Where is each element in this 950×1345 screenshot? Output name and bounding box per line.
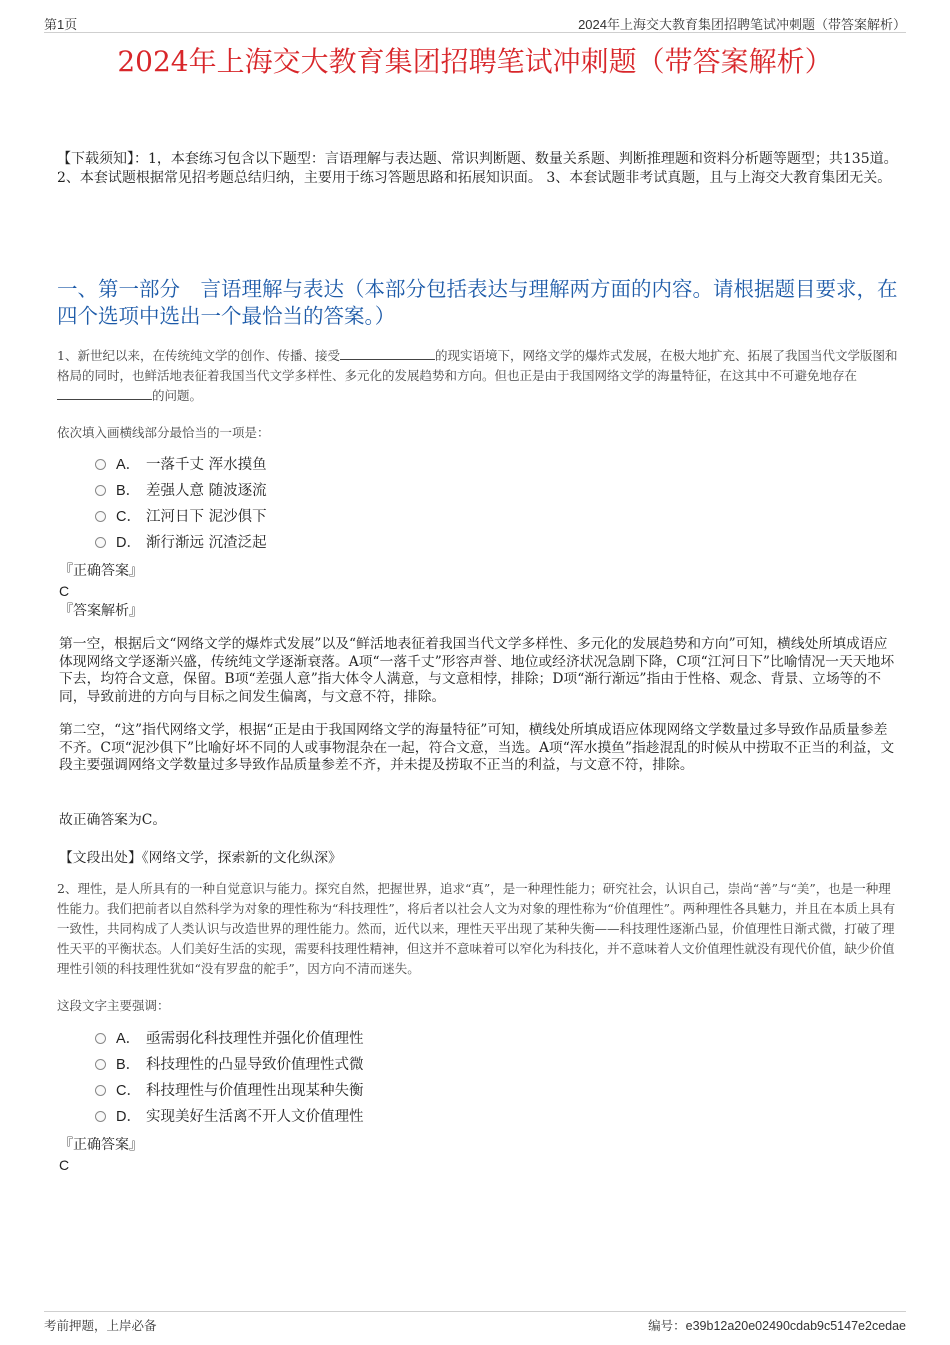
q1-option-a[interactable] [95,452,795,478]
option-text: 科技理性与价值理性出现某种失衡 [146,1083,364,1099]
q2-answer-label: 『正确答案』 [59,1137,143,1153]
q1-option-b[interactable] [95,478,795,504]
q2-option-a[interactable] [95,1026,795,1052]
q1-analysis-3: 故正确答案为C。 [59,812,167,828]
radio-icon[interactable] [95,1033,106,1044]
q1-analysis-2: 第二空，“这”指代网络文学，根据“正是由于我国网络文学的海量特征”可知，横线处所填成语应体现网络文学数量过多导致作品质量参差不齐。C项“泥沙俱下”比喻好坏不同的人或事物混杂在一起，符合文意，当选。A项“浑水摸鱼”指趁混乱的时候从中捞取不正当的利益，文段主要强调网络文学数量过多导致作品质量参差不齐，并未提及捞取不正当的利益，与文意不符，排除。 [59,722,895,773]
q1-analysis-label: 『答案解析』 [59,603,143,619]
page-number: 第1页 [44,17,78,32]
radio-icon[interactable] [95,1085,106,1096]
page-header [44,14,906,33]
radio-icon[interactable] [95,511,106,522]
option-key: A． [116,1031,141,1047]
question-1-prompt: 依次填入画横线部分最恰当的一项是： [57,425,270,440]
footer-doc-id: 编号：e39b12a20e02490cdab9c5147e2cedae [648,1319,906,1333]
option-text: 差强人意 随波逐流 [146,483,267,499]
q1-source: 【文段出处】《网络文学，探索新的文化纵深》 [59,850,342,866]
page-footer [44,1311,906,1332]
q1-option-c[interactable] [95,504,795,530]
q2-option-c[interactable] [95,1078,795,1104]
document-title: 2024年上海交大教育集团招聘笔试冲刺题（带答案解析） [117,45,833,78]
question-1-options [95,452,795,556]
footer-slogan: 考前押题，上岸必备 [44,1318,157,1333]
option-key: D． [116,535,141,551]
q1-option-d[interactable] [95,530,795,556]
option-text: 江河日下 泥沙俱下 [146,509,267,525]
q1-text-a: 1、新世纪以来，在传统纯文学的创作、传播、接受 [57,348,340,363]
q1-analysis-1: 第一空，根据后文“网络文学的爆炸式发展”以及“鲜活地表征着我国当代文学多样性、多元化的发展趋势和方向”可知，横线处所填成语应体现网络文学逐渐兴盛，传统纯文学逐渐衰落。A项“一落千丈”形容声誉、地位或经济状况急剧下降，C项“江河日下”比喻情况一天天地坏下去，均符合文意，保留。B项“差强人意”指大体令人满意，与文意相悖，排除；D项“渐行渐远”指由于性格、观念、背景、立场等的不同，导致前进的方向与目标之间发生偏离，与文意不符，排除。 [59,636,895,705]
radio-icon[interactable] [95,537,106,548]
download-notice: 【下载须知】：1，本套练习包含以下题型：言语理解与表达题、常识判断题、数量关系题、判断推理题和资料分析题等题型；共135道。 2、本套试题根据常见招考题总结归纳，主要用于练习答题思路和拓展知识面。 3、本套试题非考试真题，且与上海交大教育集团无关。 [57,151,898,186]
question-2-prompt: 这段文字主要强调： [57,998,170,1013]
q1-answer-label: 『正确答案』 [59,563,143,579]
q1-text-c: 的问题。 [152,388,203,403]
q1-blank-1 [340,347,435,360]
option-key: B． [116,483,141,499]
option-text: 实现美好生活离不开人文价值理性 [146,1109,364,1125]
option-key: A． [116,457,141,473]
radio-icon[interactable] [95,485,106,496]
option-key: D． [116,1109,141,1125]
radio-icon[interactable] [95,1059,106,1070]
header-doc-title: 2024年上海交大教育集团招聘笔试冲刺题（带答案解析） [578,17,906,32]
question-2-options [95,1026,795,1130]
q2-option-d[interactable] [95,1104,795,1130]
option-key: B． [116,1057,141,1073]
option-text: 亟需弱化科技理性并强化价值理性 [146,1031,364,1047]
option-text: 科技理性的凸显导致价值理性式微 [146,1057,364,1073]
option-text: 一落千丈 浑水摸鱼 [146,457,267,473]
q1-blank-2 [57,387,152,400]
option-key: C． [116,1083,141,1099]
q1-text-b: 的现实语境下，网络文学的爆炸式发展，在极大地扩充、拓展了我国当代文学版图和格局的同时，也鲜活地表征着我国当代文学多样性、多元化的发展趋势和方向。但也正是由于我国网络文学的海量特征，在这其中不可避免地存在 [57,348,898,383]
option-text: 渐行渐远 沉渣泛起 [146,535,267,551]
q1-answer: C [59,583,70,599]
section-title: 一、第一部分 言语理解与表达（本部分包括表达与理解两方面的内容。请根据题目要求，在四个选项中选出一个最恰当的答案。） [57,277,898,328]
q2-option-b[interactable] [95,1052,795,1078]
radio-icon[interactable] [95,459,106,470]
q2-answer: C [59,1157,70,1173]
question-1-text [57,346,899,406]
radio-icon[interactable] [95,1111,106,1122]
question-2-text: 2、理性，是人所具有的一种自觉意识与能力。探究自然，把握世界，追求“真”，是一种理性能力；研究社会，认识自己，崇尚“善”与“美”，也是一种理性能力。我们把前者以自然科学为对象的理性称为“科技理性”，将后者以社会人文为对象的理性称为“价值理性”。两种理性各具魅力，并且在本质上具有一致性，共同构成了人类认识与改造世界的理性能力。然而，近代以来，理性天平出现了某种失衡——科技理性逐渐凸显，价值理性日渐式微，打破了理性天平的平衡状态。人们美好生活的实现，需要科技理性精神，但这并不意味着可以窄化为科技化，并不意味着人文价值理性就没有现代价值，缺少价值理性引领的科技理性犹如“没有罗盘的舵手”，因方向不清而迷失。 [57,881,896,976]
option-key: C． [116,509,141,525]
